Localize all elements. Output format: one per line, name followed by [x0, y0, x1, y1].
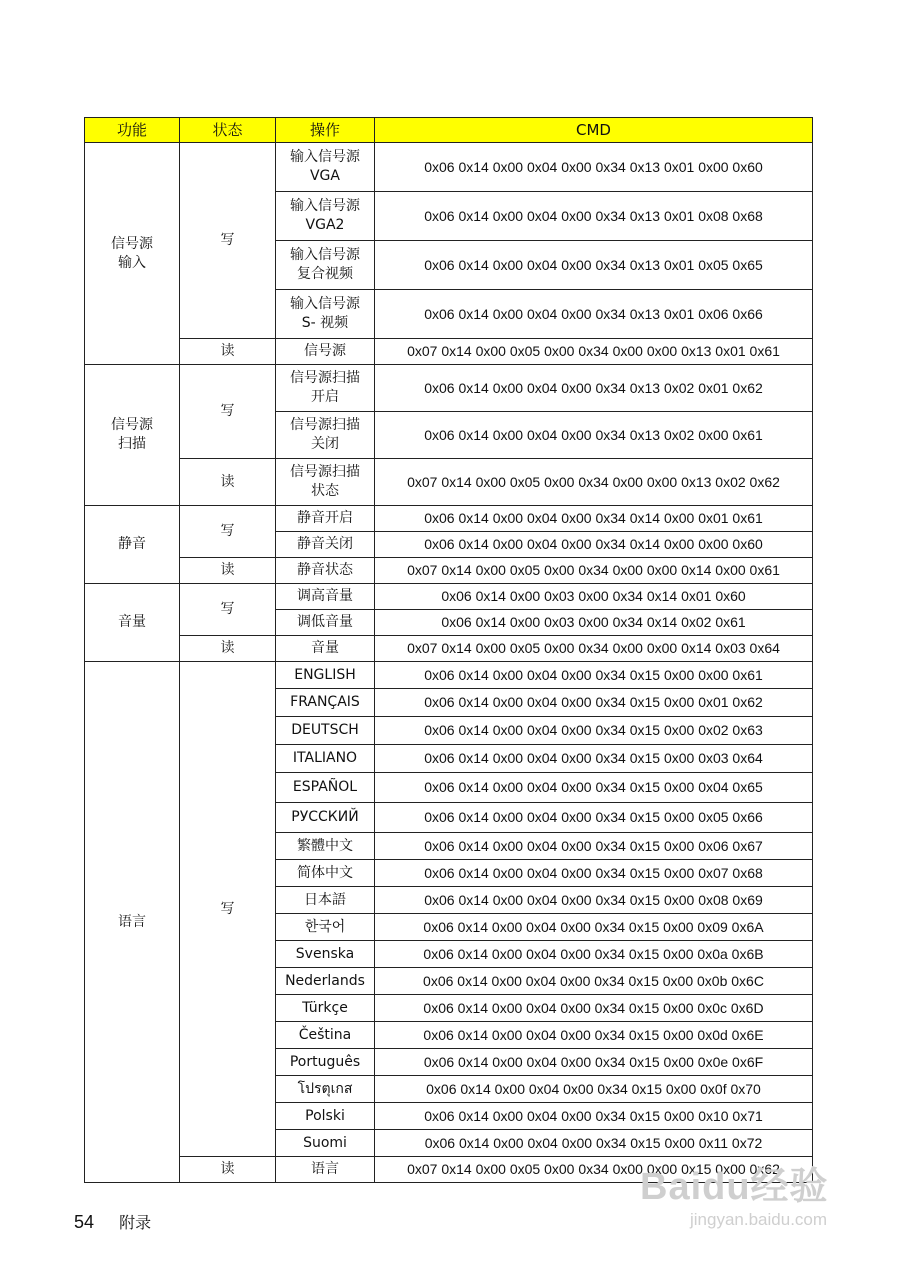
op-cell: Svenska: [276, 941, 375, 968]
cmd-cell: 0x07 0x14 0x00 0x05 0x00 0x34 0x00 0x00 0x15 0x00 0x62: [375, 1157, 813, 1183]
cmd-cell: 0x06 0x14 0x00 0x04 0x00 0x34 0x15 0x00 0x0c 0x6D: [375, 995, 813, 1022]
op-cell: 信号源扫描 关闭: [276, 412, 375, 459]
op-cell: 信号源扫描 状态: [276, 459, 375, 506]
op-cell: 语言: [276, 1157, 375, 1183]
table-row: [85, 459, 813, 506]
cmd-cell: 0x06 0x14 0x00 0x04 0x00 0x34 0x15 0x00 0x02 0x63: [375, 717, 813, 745]
op-cell: 한국어: [276, 914, 375, 941]
cmd-cell: 0x06 0x14 0x00 0x04 0x00 0x34 0x15 0x00 0x09 0x6A: [375, 914, 813, 941]
op-cell: 静音开启: [276, 506, 375, 532]
cmd-cell: 0x07 0x14 0x00 0x05 0x00 0x34 0x00 0x00 0x13 0x02 0x62: [375, 459, 813, 506]
cmd-cell: 0x06 0x14 0x00 0x04 0x00 0x34 0x15 0x00 0x0d 0x6E: [375, 1022, 813, 1049]
cmd-cell: 0x06 0x14 0x00 0x04 0x00 0x34 0x15 0x00 0x00 0x61: [375, 662, 813, 689]
state-cell: 读: [180, 558, 276, 584]
func-cell: 音量: [85, 584, 180, 662]
op-cell: โปรตุเกส: [276, 1076, 375, 1103]
op-cell: 静音关闭: [276, 532, 375, 558]
op-cell: 繁體中文: [276, 833, 375, 860]
op-cell: 输入信号源 复合视频: [276, 241, 375, 290]
op-cell: 调高音量: [276, 584, 375, 610]
header-row: [85, 118, 813, 143]
op-cell: Nederlands: [276, 968, 375, 995]
cmd-cell: 0x06 0x14 0x00 0x04 0x00 0x34 0x15 0x00 0x0b 0x6C: [375, 968, 813, 995]
cmd-cell: 0x06 0x14 0x00 0x04 0x00 0x34 0x15 0x00 0x10 0x71: [375, 1103, 813, 1130]
cmd-cell: 0x06 0x14 0x00 0x03 0x00 0x34 0x14 0x02 0x61: [375, 610, 813, 636]
footer-label: 附录: [119, 1213, 152, 1232]
cmd-cell: 0x06 0x14 0x00 0x04 0x00 0x34 0x15 0x00 0x01 0x62: [375, 689, 813, 717]
cmd-cell: 0x06 0x14 0x00 0x03 0x00 0x34 0x14 0x01 0x60: [375, 584, 813, 610]
op-cell: Português: [276, 1049, 375, 1076]
table-row: [85, 506, 813, 532]
state-cell: 读: [180, 339, 276, 365]
cmd-cell: 0x06 0x14 0x00 0x04 0x00 0x34 0x14 0x00 0x01 0x61: [375, 506, 813, 532]
op-cell: ENGLISH: [276, 662, 375, 689]
cmd-cell: 0x06 0x14 0x00 0x04 0x00 0x34 0x15 0x00 0x08 0x69: [375, 887, 813, 914]
cmd-cell: 0x06 0x14 0x00 0x04 0x00 0x34 0x15 0x00 0x0e 0x6F: [375, 1049, 813, 1076]
op-cell: ITALIANO: [276, 745, 375, 773]
cmd-cell: 0x07 0x14 0x00 0x05 0x00 0x34 0x00 0x00 0x14 0x00 0x61: [375, 558, 813, 584]
op-cell: Čeština: [276, 1022, 375, 1049]
cmd-cell: 0x06 0x14 0x00 0x04 0x00 0x34 0x13 0x01 0x05 0x65: [375, 241, 813, 290]
header-cmd: CMD: [375, 118, 813, 143]
table-row: [85, 662, 813, 689]
op-cell: Polski: [276, 1103, 375, 1130]
cmd-cell: 0x06 0x14 0x00 0x04 0x00 0x34 0x15 0x00 0x11 0x72: [375, 1130, 813, 1157]
header-state: 状态: [180, 118, 276, 143]
op-cell: 简体中文: [276, 860, 375, 887]
command-table: [84, 117, 813, 1183]
watermark-url: jingyan.baidu.com: [690, 1210, 828, 1229]
op-cell: Suomi: [276, 1130, 375, 1157]
state-cell: 写: [180, 584, 276, 636]
op-cell: 静音状态: [276, 558, 375, 584]
op-cell: 音量: [276, 636, 375, 662]
table-row: [85, 365, 813, 412]
op-cell: РУССКИЙ: [276, 803, 375, 833]
state-cell: 写: [180, 365, 276, 459]
state-cell: 写: [180, 662, 276, 1157]
op-cell: 输入信号源 VGA2: [276, 192, 375, 241]
cmd-cell: 0x06 0x14 0x00 0x04 0x00 0x34 0x13 0x01 0x06 0x66: [375, 290, 813, 339]
header-op: 操作: [276, 118, 375, 143]
cmd-cell: 0x06 0x14 0x00 0x04 0x00 0x34 0x13 0x01 0x00 0x60: [375, 143, 813, 192]
cmd-cell: 0x06 0x14 0x00 0x04 0x00 0x34 0x15 0x00 0x07 0x68: [375, 860, 813, 887]
op-cell: ESPAÑOL: [276, 773, 375, 803]
cmd-cell: 0x06 0x14 0x00 0x04 0x00 0x34 0x15 0x00 0x05 0x66: [375, 803, 813, 833]
op-cell: 日本語: [276, 887, 375, 914]
cmd-cell: 0x06 0x14 0x00 0x04 0x00 0x34 0x15 0x00 0x06 0x67: [375, 833, 813, 860]
op-cell: 输入信号源 VGA: [276, 143, 375, 192]
func-cell: 信号源 输入: [85, 143, 180, 365]
page-footer: [74, 1210, 151, 1233]
op-cell: FRANÇAIS: [276, 689, 375, 717]
watermark-logo: Baidu经验: [640, 1166, 829, 1208]
cmd-cell: 0x06 0x14 0x00 0x04 0x00 0x34 0x15 0x00 0x0a 0x6B: [375, 941, 813, 968]
state-cell: 读: [180, 459, 276, 506]
table-row: [85, 143, 813, 192]
state-cell: 写: [180, 143, 276, 339]
table-row: [85, 584, 813, 610]
cmd-cell: 0x06 0x14 0x00 0x04 0x00 0x34 0x15 0x00 0x0f 0x70: [375, 1076, 813, 1103]
op-cell: Türkçe: [276, 995, 375, 1022]
header-func: 功能: [85, 118, 180, 143]
func-cell: 信号源 扫描: [85, 365, 180, 506]
state-cell: 读: [180, 1157, 276, 1183]
page-number: 54: [74, 1212, 95, 1232]
table-row: [85, 558, 813, 584]
cmd-cell: 0x06 0x14 0x00 0x04 0x00 0x34 0x15 0x00 0x03 0x64: [375, 745, 813, 773]
op-cell: 信号源扫描 开启: [276, 365, 375, 412]
state-cell: 写: [180, 506, 276, 558]
cmd-cell: 0x07 0x14 0x00 0x05 0x00 0x34 0x00 0x00 0x14 0x03 0x64: [375, 636, 813, 662]
table-row: [85, 339, 813, 365]
op-cell: 调低音量: [276, 610, 375, 636]
op-cell: 信号源: [276, 339, 375, 365]
cmd-cell: 0x06 0x14 0x00 0x04 0x00 0x34 0x15 0x00 0x04 0x65: [375, 773, 813, 803]
func-cell: 语言: [85, 662, 180, 1183]
table-row: [85, 636, 813, 662]
cmd-cell: 0x07 0x14 0x00 0x05 0x00 0x34 0x00 0x00 0x13 0x01 0x61: [375, 339, 813, 365]
cmd-cell: 0x06 0x14 0x00 0x04 0x00 0x34 0x13 0x01 0x08 0x68: [375, 192, 813, 241]
op-cell: 输入信号源 S- 视频: [276, 290, 375, 339]
cmd-cell: 0x06 0x14 0x00 0x04 0x00 0x34 0x13 0x02 0x00 0x61: [375, 412, 813, 459]
cmd-cell: 0x06 0x14 0x00 0x04 0x00 0x34 0x14 0x00 0x00 0x60: [375, 532, 813, 558]
cmd-cell: 0x06 0x14 0x00 0x04 0x00 0x34 0x13 0x02 0x01 0x62: [375, 365, 813, 412]
state-cell: 读: [180, 636, 276, 662]
op-cell: DEUTSCH: [276, 717, 375, 745]
func-cell: 静音: [85, 506, 180, 584]
